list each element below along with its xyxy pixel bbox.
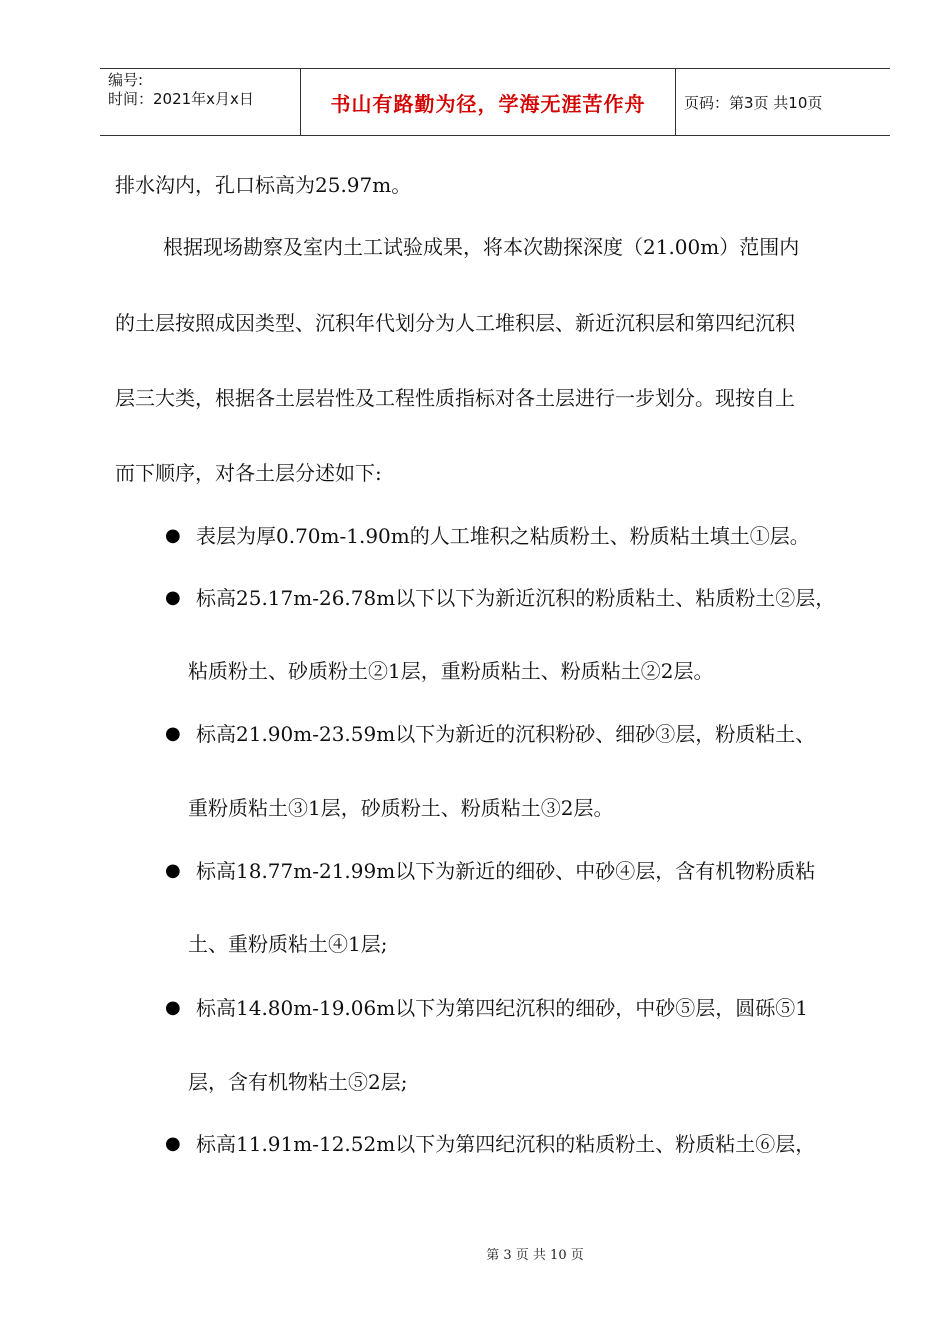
bullet-text: 重粉质粘土③1层，砂质粉土、粉质粘土③2层。 — [188, 796, 614, 820]
bullet-text: 标高14.80m-19.06m以下为第四纪沉积的细砂，中砂⑤层，圆砾⑤1 — [196, 996, 808, 1020]
bullet-text: 粘质粉土、砂质粉土②1层，重粉质粘土、粉质粘土②2层。 — [188, 659, 714, 683]
paragraph-line: 层三大类，根据各土层岩性及工程性质指标对各土层进行一步划分。现按自上 — [115, 386, 795, 410]
bullet-text: 标高18.77m-21.99m以下为新近的细砂、中砂④层，含有机物粉质粘 — [196, 859, 816, 883]
bullet-text: 标高25.17m-26.78m以下以下为新近沉积的粉质粘土、粘质粉土②层， — [196, 586, 836, 610]
header-page-info: 页码：第3页 共10页 — [684, 93, 823, 112]
header-meta — [100, 69, 301, 135]
bullet-text: 表层为厚0.70m-1.90m的人工堆积之粘质粉土、粉质粘土填土①层。 — [196, 524, 810, 548]
paragraph-line: 根据现场勘察及室内土工试验成果，将本次勘探深度（21.00m）范围内 — [163, 235, 800, 259]
serial-label: 编号: — [108, 71, 144, 89]
bullet-icon: ● — [165, 587, 181, 608]
bullet-text: 标高11.91m-12.52m以下为第四纪沉积的粘质粉土、粉质粘土⑥层， — [196, 1132, 816, 1156]
header-motto: 书山有路勤为径，学海无涯苦作舟 — [301, 69, 676, 135]
paragraph-line: 排水沟内，孔口标高为25.97m。 — [115, 173, 412, 197]
time-label: 时间：2021年x月x日 — [108, 90, 254, 108]
paragraph-line: 而下顺序，对各土层分述如下: — [115, 461, 382, 485]
bullet-icon: ● — [165, 723, 181, 744]
paragraph-line: 的土层按照成因类型、沉积年代划分为人工堆积层、新近沉积层和第四纪沉积 — [115, 311, 795, 335]
bullet-icon: ● — [165, 860, 181, 881]
bullet-icon: ● — [165, 525, 181, 546]
bullet-icon: ● — [165, 997, 181, 1018]
bullet-text: 标高21.90m-23.59m以下为新近的沉积粉砂、细砂③层，粉质粘土、 — [196, 722, 816, 746]
bullet-text: 土、重粉质粘土④1层; — [188, 932, 388, 956]
bullet-text: 层，含有机物粘土⑤2层; — [188, 1070, 408, 1094]
bullet-icon: ● — [165, 1133, 181, 1154]
page-header — [100, 68, 890, 136]
page-footer: 第 3 页 共 10 页 — [486, 1248, 584, 1263]
